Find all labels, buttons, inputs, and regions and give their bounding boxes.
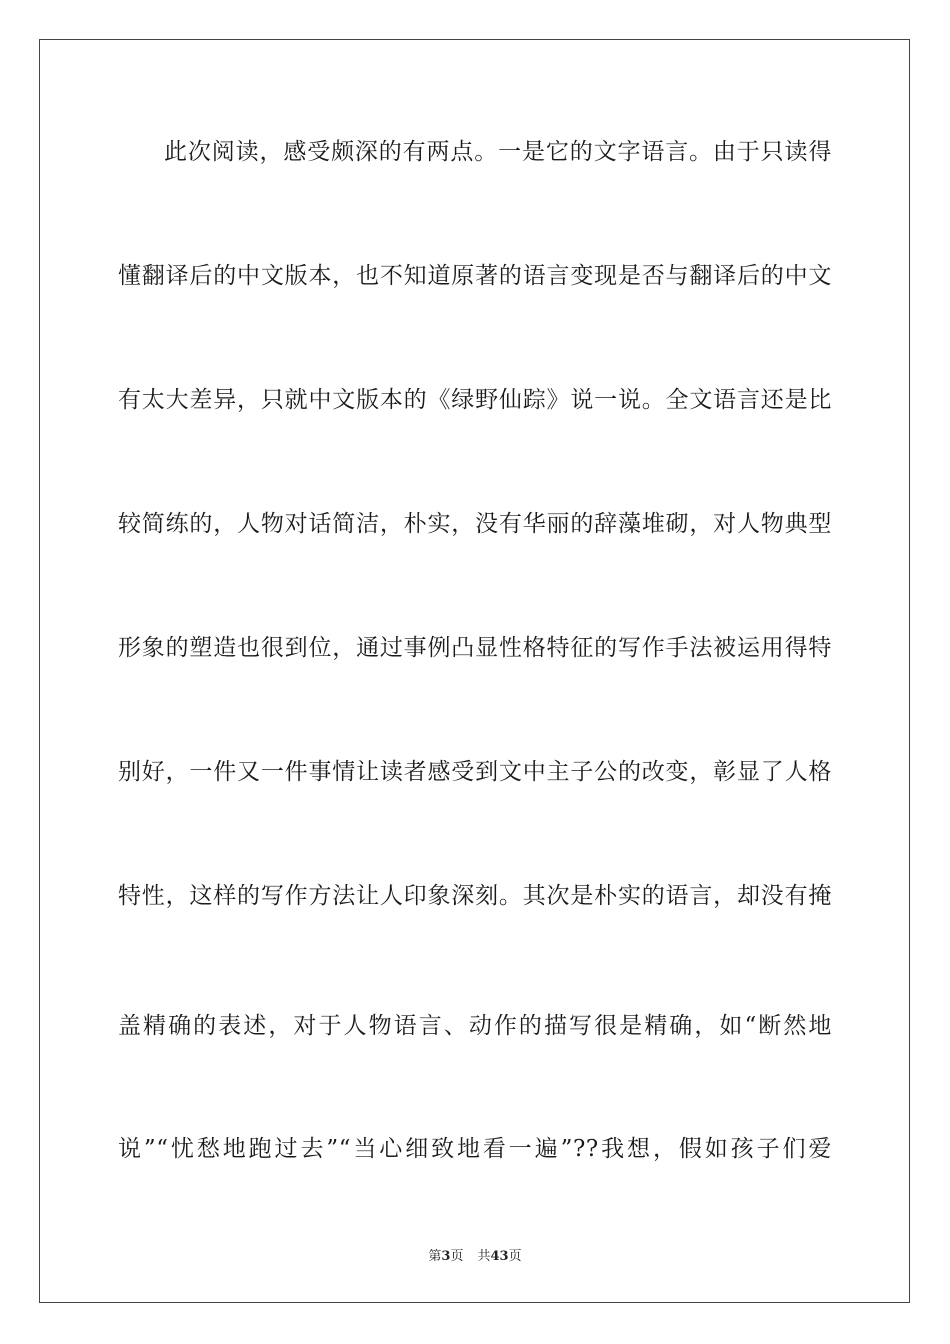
- page-label-suffix: 页: [450, 1249, 464, 1264]
- page-footer: [0, 1248, 950, 1266]
- paragraph-line: 盖精确的表述，对于人物语言、动作的描写很是精确，如“断然地: [118, 1013, 832, 1039]
- paragraph-line: 此次阅读，感受颇深的有两点。一是它的文字语言。由于只读得: [164, 139, 832, 165]
- paragraph-line: 别好，一件又一件事情让读者感受到文中主子公的改变，彰显了人格: [118, 759, 832, 785]
- page-number: 3: [441, 1249, 451, 1264]
- paragraph-line: 懂翻译后的中文版本，也不知道原著的语言变现是否与翻译后的中文: [118, 263, 832, 289]
- page-border: [39, 39, 910, 1303]
- total-pages: 43: [490, 1249, 509, 1264]
- paragraph-line: 形象的塑造也很到位，通过事例凸显性格特征的写作手法被运用得特: [118, 635, 832, 661]
- paragraph-line: 有太大差异，只就中文版本的《绿野仙踪》说一说。全文语言还是比: [118, 387, 832, 413]
- paragraph-line: 特性，这样的写作方法让人印象深刻。其次是朴实的语言，却没有掩: [118, 883, 832, 909]
- total-label-prefix: 共: [477, 1249, 491, 1264]
- total-label-suffix: 页: [508, 1249, 522, 1264]
- paragraph-line: 说”“忧愁地跑过去”“当心细致地看一遍”??我想，假如孩子们爱: [118, 1136, 832, 1162]
- paragraph-line: 较简练的，人物对话简洁，朴实，没有华丽的辞藻堆砌，对人物典型: [118, 511, 832, 537]
- page-label-prefix: 第: [428, 1249, 442, 1264]
